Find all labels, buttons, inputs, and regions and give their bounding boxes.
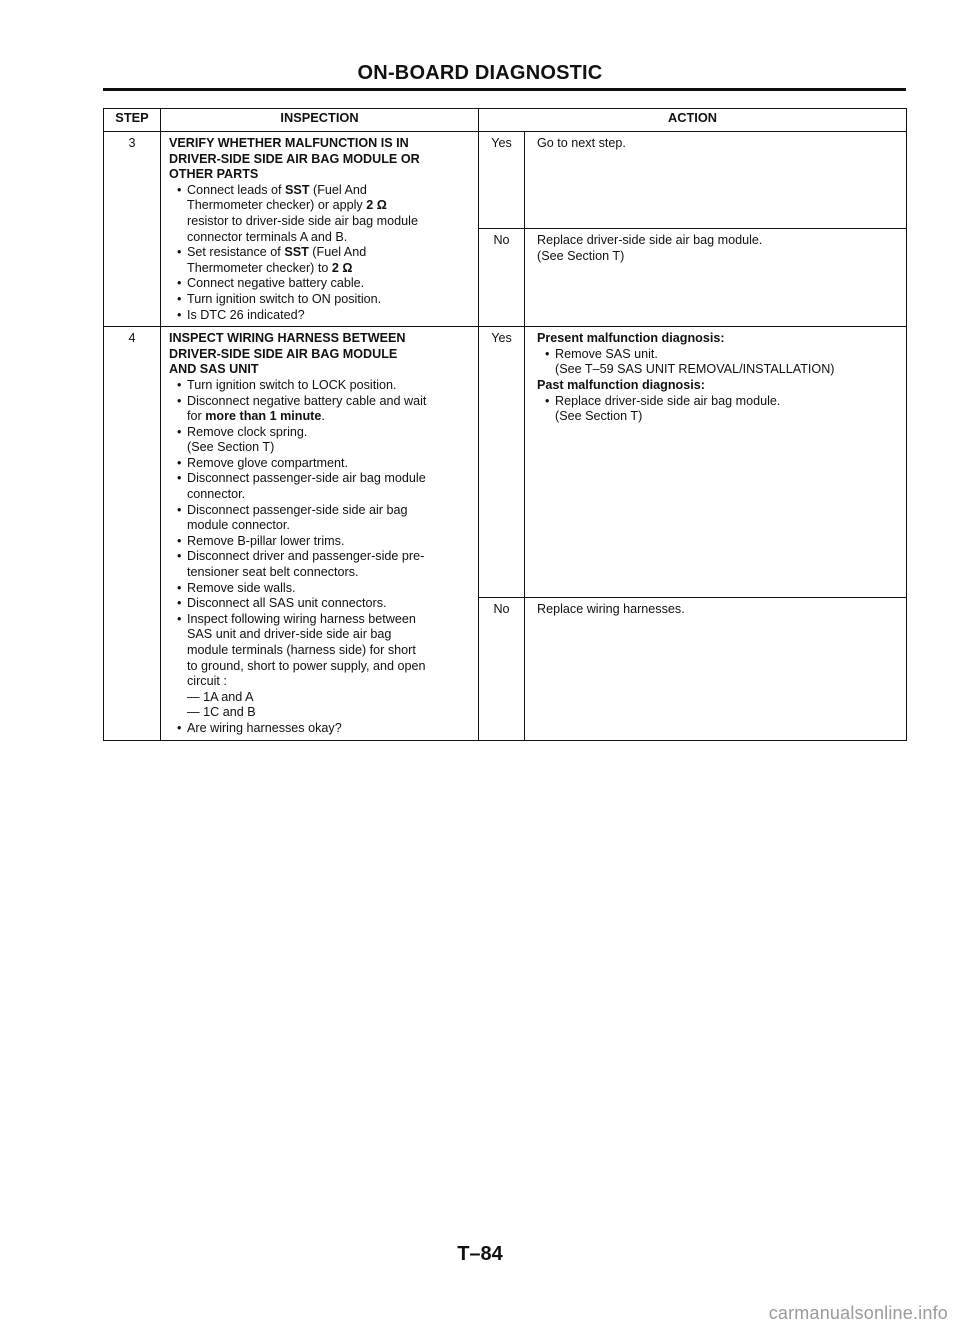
list-item: • Remove SAS unit. (See T–59 SAS UNIT REMOVAL/INSTALLATION) [545, 347, 898, 378]
list-item: • Disconnect all SAS unit connectors. [177, 596, 470, 612]
title-rule [103, 88, 906, 91]
step-4-yes-row [104, 327, 907, 598]
step-number: 3 [104, 132, 161, 327]
past-diagnosis-title: Past malfunction diagnosis: [537, 377, 705, 392]
list-item: • Are wiring harnesses okay? [177, 721, 470, 737]
list-item: • Remove side walls. [177, 581, 470, 597]
list-item: • Turn ignition switch to LOCK position. [177, 378, 470, 394]
present-diagnosis-list [537, 347, 898, 378]
yes-action [525, 327, 907, 598]
list-item: • Connect leads of SST (Fuel And Thermometer checker) or apply 2 Ω resistor to driver-side side air bag module connector terminals A and B. [177, 183, 470, 245]
diagnostic-table [103, 108, 907, 741]
inspection-list [169, 183, 470, 323]
yes-action: Go to next step. [525, 132, 907, 229]
list-item: • Remove glove compartment. [177, 456, 470, 472]
inspection-heading: INSPECT WIRING HARNESS BETWEEN DRIVER-SIDE SIDE AIR BAG MODULE AND SAS UNIT [169, 331, 406, 377]
no-label: No [479, 598, 525, 740]
table-header-row [104, 109, 907, 132]
list-item: • Remove clock spring. (See Section T) [177, 425, 470, 456]
step-3-yes-row [104, 132, 907, 229]
list-item: • Is DTC 26 indicated? [177, 308, 470, 324]
page-title: ON-BOARD DIAGNOSTIC [357, 62, 603, 84]
past-diagnosis-list [537, 394, 898, 425]
list-item: • Replace driver-side side air bag module. (See Section T) [545, 394, 898, 425]
inspection-list [169, 378, 470, 737]
footer-watermark: carmanualsonline.info [768, 1303, 948, 1323]
no-action: Replace wiring harnesses. [525, 598, 907, 740]
list-item: • Turn ignition switch to ON position. [177, 292, 470, 308]
list-item: • Set resistance of SST (Fuel And Thermometer checker) to 2 Ω [177, 245, 470, 276]
column-header-action: ACTION [479, 109, 907, 132]
column-header-inspection: INSPECTION [161, 109, 479, 132]
list-item: • Connect negative battery cable. [177, 276, 470, 292]
list-item: • Inspect following wiring harness between SAS unit and driver-side side air bag module terminals (harness side) for short to ground, short to power supply, and open circuit : — 1A and A — 1C and B [177, 612, 470, 721]
inspection-heading: VERIFY WHETHER MALFUNCTION IS IN DRIVER-SIDE SIDE AIR BAG MODULE OR OTHER PARTS [169, 136, 420, 182]
inspection-cell [161, 327, 479, 740]
column-header-step: STEP [104, 109, 161, 132]
list-item: • Disconnect negative battery cable and wait for more than 1 minute. [177, 394, 470, 425]
yes-label: Yes [479, 132, 525, 229]
no-action: Replace driver-side side air bag module. (See Section T) [525, 229, 907, 327]
list-item: • Remove B-pillar lower trims. [177, 534, 470, 550]
inspection-cell [161, 132, 479, 327]
yes-label: Yes [479, 327, 525, 598]
no-label: No [479, 229, 525, 327]
page-number: T–84 [457, 1243, 503, 1265]
list-item: • Disconnect driver and passenger-side pre- tensioner seat belt connectors. [177, 549, 470, 580]
present-diagnosis-title: Present malfunction diagnosis: [537, 331, 725, 346]
list-item: • Disconnect passenger-side air bag module connector. [177, 471, 470, 502]
list-item: • Disconnect passenger-side side air bag module connector. [177, 503, 470, 534]
step-number: 4 [104, 327, 161, 740]
